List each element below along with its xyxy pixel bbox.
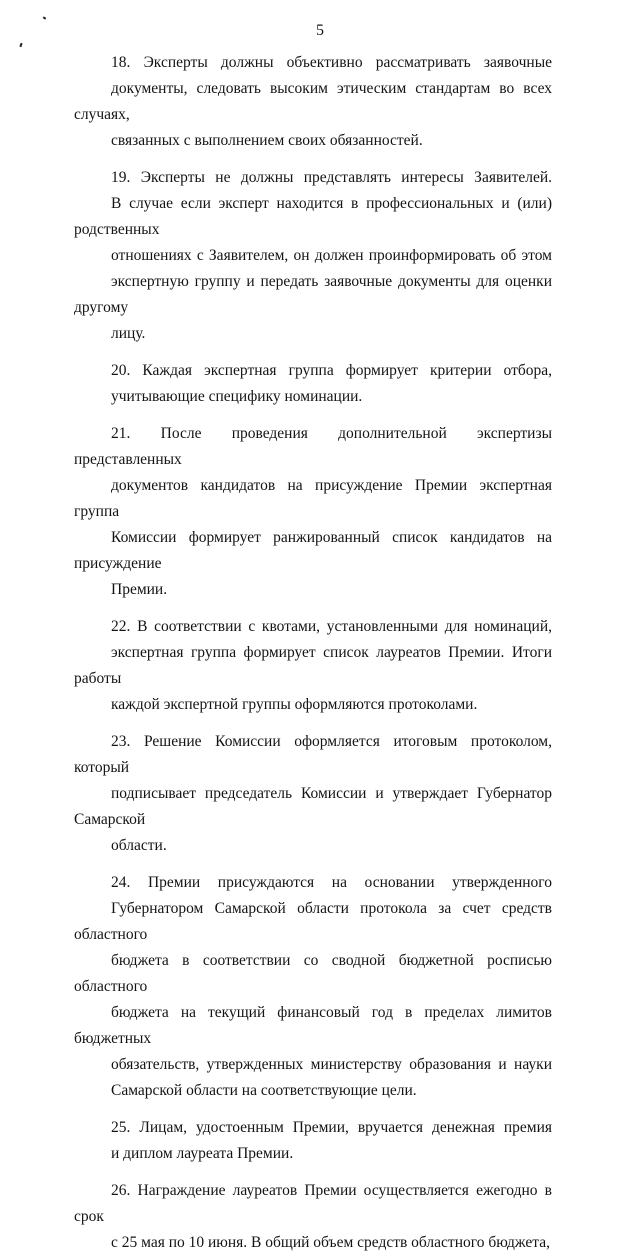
paragraph-line: обязательств, утвержденных министерству образования и науки (111, 1056, 552, 1073)
paragraph-line (74, 50, 552, 76)
paragraph (74, 870, 552, 1104)
scan-speck (19, 43, 22, 47)
paragraph (74, 614, 552, 718)
paragraph-line: и диплом лауреата Премии. (111, 1145, 294, 1162)
paragraph-line (74, 729, 552, 781)
paragraph-text: Каждая экспертная группа формирует критерии отбора, (142, 362, 553, 379)
paragraph-text: Эксперты должны объективно рассматривать заявочные (143, 54, 553, 71)
paragraph-line: бюджета в соответствии со сводной бюджетной росписью областного (74, 952, 552, 995)
paragraph (74, 421, 552, 603)
paragraph-line: экспертную группу и передать заявочные документы для оценки другому (74, 273, 552, 316)
paragraph-line: Премии. (111, 581, 168, 598)
paragraph (74, 358, 552, 410)
paragraph (74, 50, 552, 154)
paragraph-line: связанных с выполнением своих обязанностей. (111, 132, 423, 149)
paragraph-text: Награждение лауреатов Премии осуществляется ежегодно в срок (74, 1182, 552, 1225)
paragraph-line: с 25 мая по 10 июня. В общий объем средств областного бюджета, (111, 1234, 551, 1251)
paragraph-text: Эксперты не должны представлять интересы Заявителей. (140, 169, 553, 186)
paragraph-text: Лицам, удостоенным Премии, вручается денежная премия (139, 1119, 553, 1136)
paragraph-number: 18. (111, 54, 131, 71)
paragraph-number: 20. (111, 362, 131, 379)
page-number: 5 (316, 22, 324, 39)
document-body (74, 50, 552, 1256)
paragraph-line: учитывающие специфику номинации. (111, 388, 363, 405)
paragraph-line: В случае если эксперт находится в профессиональных и (или) родственных (74, 195, 552, 238)
paragraph-line: Комиссии формирует ранжированный список кандидатов на присуждение (74, 529, 552, 572)
paragraph-line: Губернатором Самарской области протокола за счет средств областного (74, 900, 552, 943)
paragraph (74, 729, 552, 859)
paragraph-line: каждой экспертной группы оформляются протоколами. (111, 696, 478, 713)
paragraph-line (74, 165, 552, 191)
paragraph-line: документов кандидатов на присуждение Премии экспертная группа (74, 477, 552, 520)
paragraph-line: области. (111, 837, 167, 854)
paragraph-line: лицу. (111, 325, 146, 342)
paragraph-line (74, 614, 552, 640)
paragraph (74, 1115, 552, 1167)
paragraph-line: подписывает председатель Комиссии и утверждает Губернатор Самарской (74, 785, 552, 828)
paragraph-number: 25. (111, 1119, 131, 1136)
scan-speck (43, 16, 47, 19)
paragraph-line: экспертная группа формирует список лауреатов Премии. Итоги работы (74, 644, 552, 687)
paragraph-number: 24. (111, 874, 131, 891)
paragraph-text: В соответствии с квотами, установленными для номинаций, (137, 618, 552, 635)
paragraph-line (74, 870, 552, 896)
paragraph-text: После проведения дополнительной экспертизы представленных (74, 425, 553, 468)
paragraph-number: 21. (111, 425, 131, 442)
paragraph-line: бюджета на текущий финансовый год в пределах лимитов бюджетных (74, 1004, 552, 1047)
paragraph-line: документы, следовать высоким этическим стандартам во всех случаях, (74, 80, 552, 123)
paragraph (74, 165, 552, 347)
paragraph-number: 19. (111, 169, 131, 186)
paragraph-line: отношениях с Заявителем, он должен проинформировать об этом (111, 247, 552, 264)
paragraph-number: 26. (111, 1182, 131, 1199)
paragraph-line (74, 1178, 552, 1230)
paragraph-line (74, 358, 552, 384)
paragraph-number: 23. (111, 733, 131, 750)
paragraph-text: Решение Комиссии оформляется итоговым протоколом, который (74, 733, 552, 776)
paragraph-number: 22. (111, 618, 131, 635)
paragraph-line (74, 421, 552, 473)
paragraph (74, 1178, 552, 1256)
paragraph-text: Премии присуждаются на основании утвержденного (147, 874, 553, 891)
paragraph-line (74, 1115, 552, 1141)
paragraph-line: Самарской области на соответствующие цели. (111, 1082, 417, 1099)
